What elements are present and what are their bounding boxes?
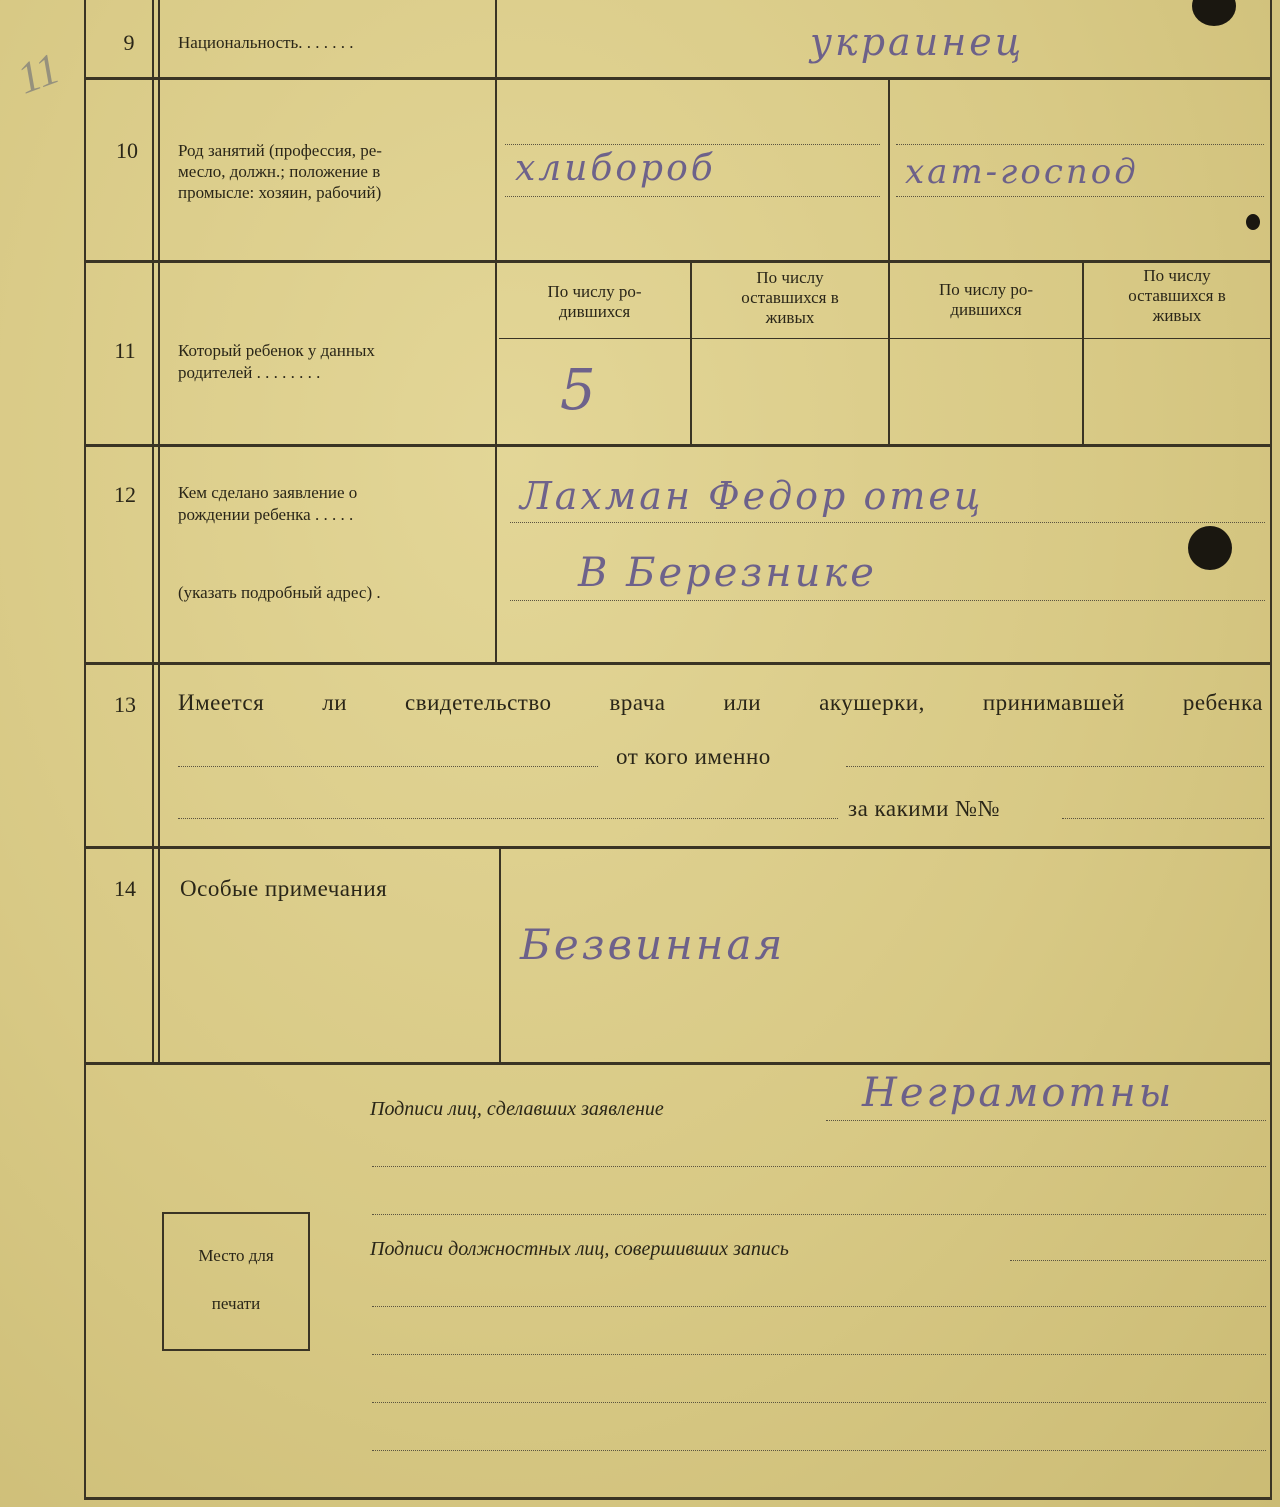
row-line-14 [84,1062,1270,1065]
certificate-dotline-2 [846,766,1264,767]
applicant-signature-line-3 [372,1214,1266,1215]
subheader-alive-2 [1084,266,1270,326]
row-number-13: 13 [114,692,136,717]
official-signature-line-4 [372,1402,1266,1403]
occupation-label-1: Род занятий (профессия, ре- [178,141,382,160]
applicant-dotline-2 [510,600,1265,601]
applicant-label-1: Кем сделано заявление о [178,483,358,502]
row-number-10: 10 [116,138,138,163]
applicant-signatures-label: Подписи лиц, сделавших заявление [370,1098,664,1120]
occupation-dotline-left [505,196,880,197]
subheader-born-2 [890,280,1082,320]
official-signature-line-3 [372,1354,1266,1355]
remarks-value: Безвинная [520,920,786,969]
applicant-address-value: В Березнике [578,550,877,596]
nationality-label: Национальность. . . . . . . [178,33,354,52]
certificate-dotline-3 [178,818,838,819]
applicant-value: Лахман Федор отец [520,474,984,518]
nationality-value: украинец [810,20,1025,64]
certificate-question: Имеется ли свидетельство врача или акушерки, принимавшей ребенка [178,690,1263,715]
punch-hole-middle [1188,526,1232,570]
stamp-place-box [162,1212,310,1351]
occupation-mother-value: хат-господ [905,152,1139,192]
punch-hole-top [1192,0,1236,26]
certificate-dotline-1 [178,766,598,767]
remarks-label: Особые примечания [180,876,388,901]
row-11-subheader-line [499,338,1270,339]
subheader-alive-1 [692,268,888,328]
applicant-dotline-1 [510,522,1265,523]
subheader-alive-1-line2: оставшихся в [741,288,839,307]
occupation-father-value: хлибороб [515,148,716,189]
row-line-11 [84,444,1270,447]
left-border [84,0,86,1500]
applicant-label-2: рождении ребенка . . . . . [178,505,354,524]
col-divider-2a [495,0,497,662]
subheader-born-1-line2: дившихся [558,302,631,321]
official-signature-line-5 [372,1450,1266,1451]
occupation-dotline-right-top [896,144,1264,145]
subheader-alive-1-line3: живых [765,308,815,327]
official-signature-line-1 [1010,1260,1266,1261]
applicant-signature-line-2 [372,1166,1266,1167]
address-label: (указать подробный адрес) . [178,583,381,602]
child-order-label-1: Который ребенок у данных [178,341,375,360]
subheader-born-1-line1: По числу ро- [547,282,642,301]
corner-mark: 11 [10,43,66,104]
occupation-label-3: промысле: хозяин, рабочий) [178,183,382,202]
punch-hole-small [1246,214,1260,230]
certificate-from-whom: от кого именно [616,744,771,769]
subheader-alive-2-line1: По числу [1143,266,1211,285]
right-border [1270,0,1272,1500]
bottom-border [84,1497,1270,1500]
subheader-born-2-line2: дившихся [950,300,1022,319]
row-number-9: 9 [123,30,135,55]
subheader-alive-2-line2: оставшихся в [1128,286,1226,305]
stamp-place-line2: печати [211,1294,261,1313]
subheader-born-2-line1: По числу ро- [938,280,1034,299]
child-order-value: 5 [560,358,599,423]
col-divider-2b [499,848,501,1062]
official-signatures-label: Подписи должностных лиц, совершивших запись [370,1238,789,1260]
subheader-alive-2-line3: живых [1152,306,1202,325]
child-order-label-2: родителей . . . . . . . . [178,363,321,382]
certificate-numbers: за какими №№ [848,796,1001,821]
row-line-10 [84,260,1270,263]
stamp-place-line1: Место для [198,1246,274,1265]
certificate-dotline-4 [1062,818,1264,819]
subheader-alive-1-line1: По числу [756,268,824,287]
row-number-11: 11 [114,338,136,363]
occupation-label-2: месло, должн.; положение в [178,162,381,181]
row-line-9 [84,77,1270,80]
row-line-12 [84,662,1270,665]
subheader-born-1 [499,282,690,322]
occupation-dotline-left-top [505,144,880,145]
occupation-dotline-right [896,196,1264,197]
row-number-12: 12 [114,482,136,507]
row-line-13 [84,846,1270,849]
official-signature-line-2 [372,1306,1266,1307]
applicant-signature-value: Неграмотны [862,1070,1175,1116]
applicant-signature-line-1 [826,1120,1266,1121]
row-number-14: 14 [114,876,136,901]
